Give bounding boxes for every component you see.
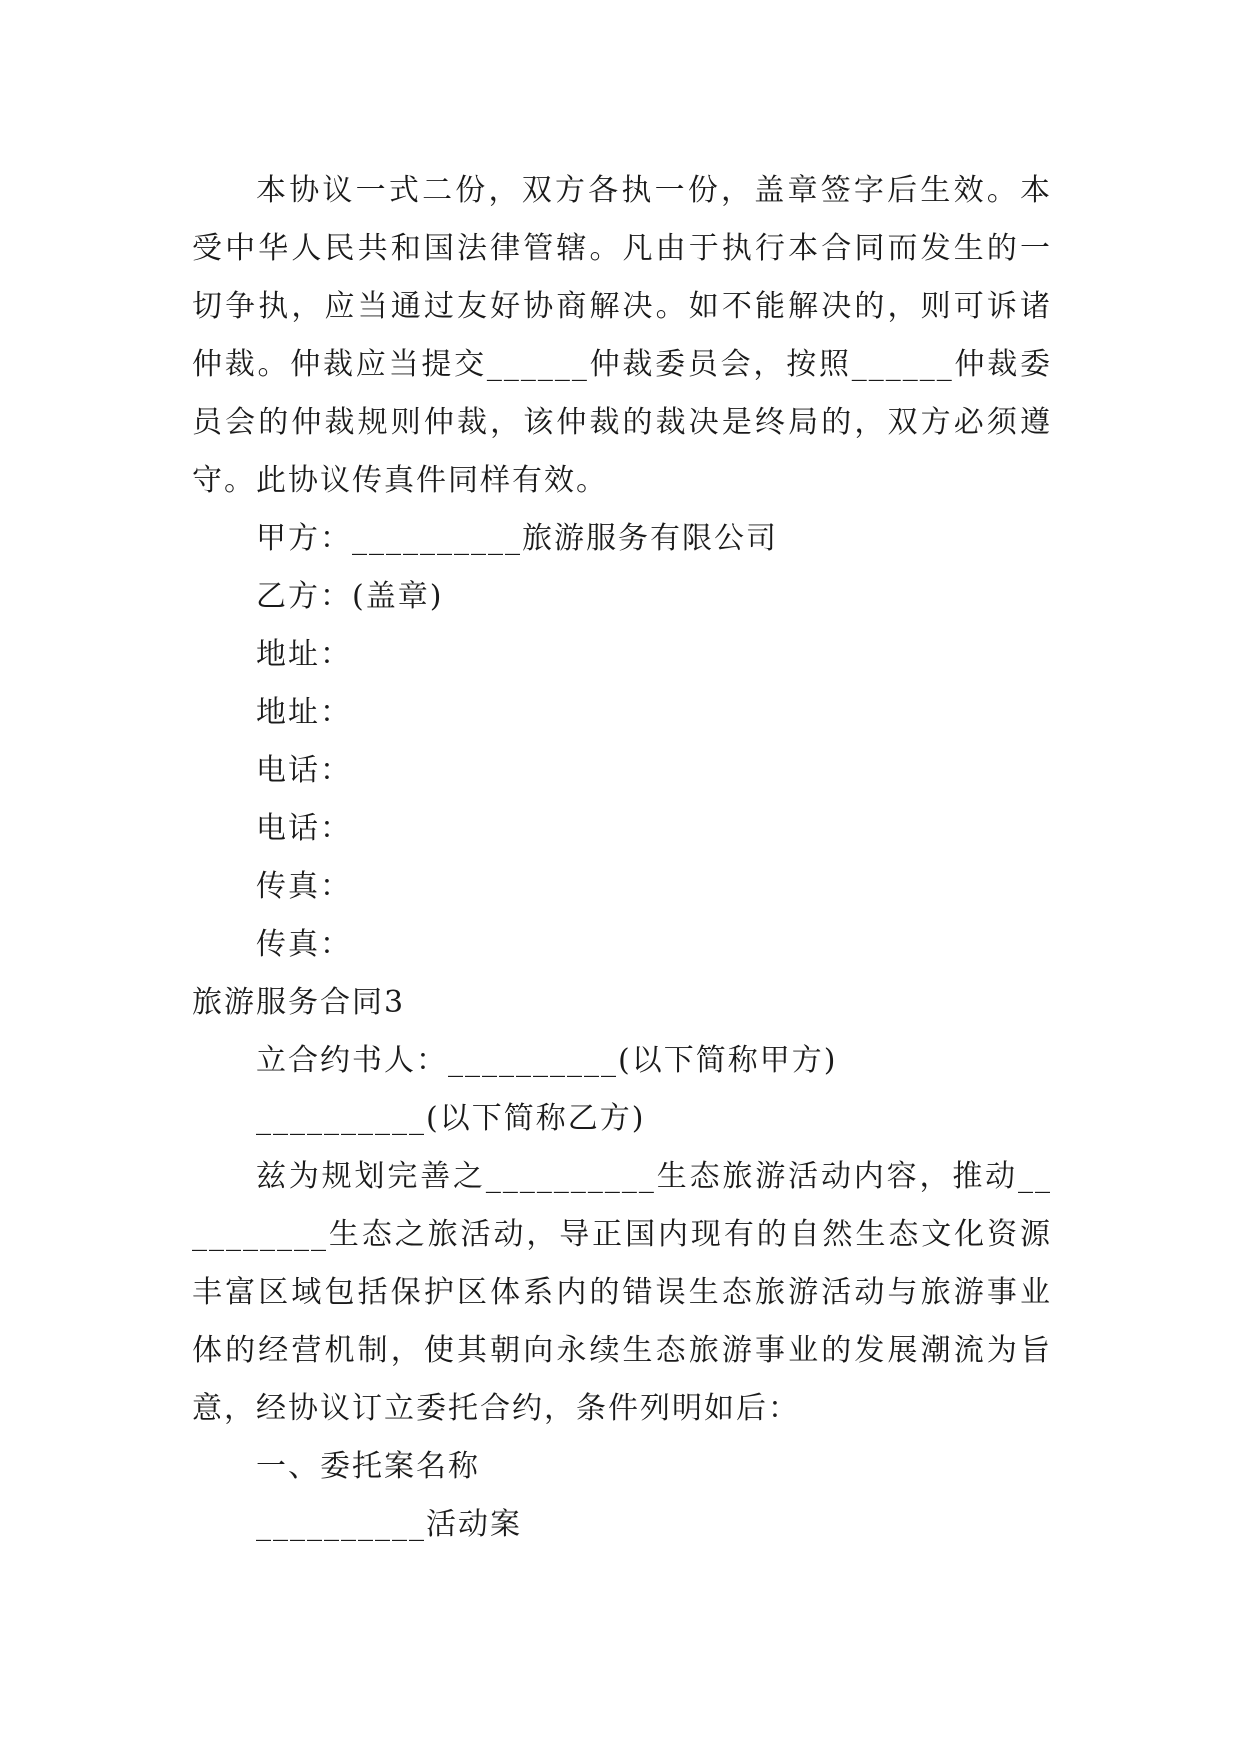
item-1-value: __________活动案 bbox=[256, 1507, 522, 1542]
fax-line-b: 传真： bbox=[256, 927, 352, 962]
signer-a-line: 立合约书人：__________(以下简称甲方) bbox=[256, 1043, 838, 1078]
arbitration-paragraph: 本协议一式二份，双方各执一份，盖章签字后生效。本受中华人民共和国法律管辖。凡由于执行本合同而发生的一切争执，应当通过友好协商解决。如不能解决的，则可诉诸仲裁。仲裁应当提交______仲裁委员会，按照______仲裁委员会的仲裁规则仲裁，该仲裁的裁决是终局的，双方必须遵守。此协议传真件同样有效。 bbox=[192, 173, 1052, 498]
purpose-paragraph: 兹为规划完善之__________生态旅游活动内容，推动__________生态之旅活动，导正国内现有的自然生态文化资源丰富区域包括保护区体系内的错误生态旅游活动与旅游事业体的经营机制，使其朝向永续生态旅游事业的发展潮流为旨意，经协议订立委托合约，条件列明如后： bbox=[192, 1159, 1052, 1426]
section-title: 旅游服务合同3 bbox=[192, 985, 406, 1020]
phone-line-a: 电话： bbox=[256, 753, 352, 788]
phone-line-b: 电话： bbox=[256, 811, 352, 846]
item-1-title: 一、委托案名称 bbox=[256, 1449, 480, 1484]
signer-b-line: __________(以下简称乙方) bbox=[256, 1101, 646, 1136]
address-line-b: 地址： bbox=[256, 695, 352, 730]
party-a-line: 甲方：__________旅游服务有限公司 bbox=[256, 521, 778, 556]
document-body bbox=[192, 162, 1052, 1554]
party-b-line: 乙方：(盖章) bbox=[256, 579, 444, 614]
address-line-a: 地址： bbox=[256, 637, 352, 672]
fax-line-a: 传真： bbox=[256, 869, 352, 904]
